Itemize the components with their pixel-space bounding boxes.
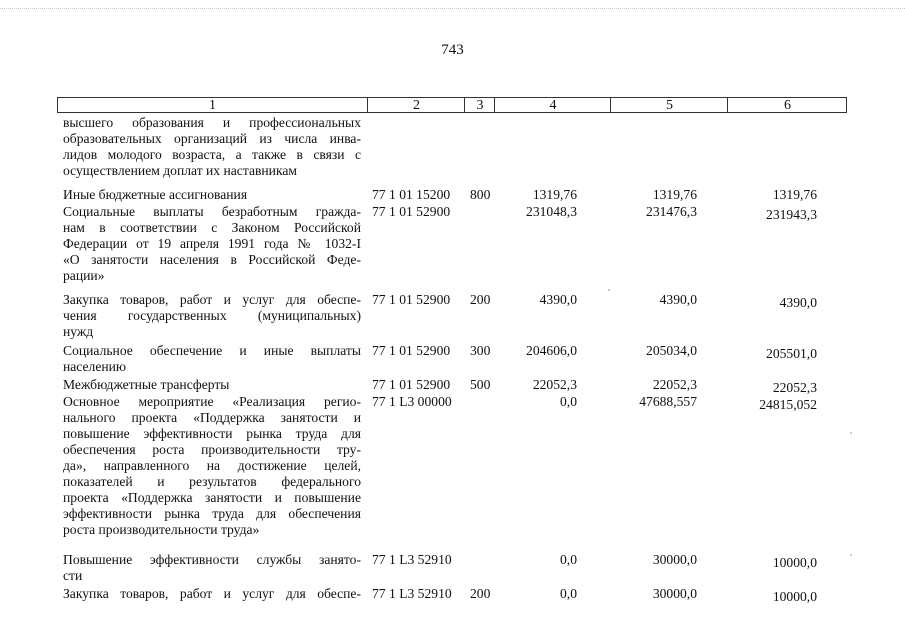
amount-col-6: 231943,3 bbox=[766, 207, 817, 222]
header-col-5: 5 bbox=[610, 98, 728, 112]
description-line: осуществлением доплат их наставникам bbox=[63, 163, 297, 178]
target-article-code: 77 1 01 15200 bbox=[372, 187, 451, 202]
amount-col-4: 204606,0 bbox=[526, 343, 577, 358]
amount-col-5: 1319,76 bbox=[652, 187, 697, 202]
row-description bbox=[63, 586, 361, 602]
description-line: Межбюджетные трансферты bbox=[63, 377, 230, 392]
description-line: нального проекта «Поддержка занятости и bbox=[63, 410, 361, 425]
row-description bbox=[63, 343, 361, 375]
description-line: Повышение эффективности службы занято- bbox=[63, 552, 361, 567]
row-description bbox=[63, 187, 361, 203]
description-line: нужд bbox=[63, 324, 94, 339]
amount-col-4: 0,0 bbox=[560, 586, 577, 601]
description-line: повышение эффективности рынка труда для bbox=[63, 426, 361, 441]
target-article-code: 77 1 01 52900 bbox=[372, 377, 451, 392]
header-col-2: 2 bbox=[367, 98, 465, 112]
row-description bbox=[63, 292, 361, 340]
amount-col-5: 4390,0 bbox=[659, 292, 697, 307]
description-line: проекта «Поддержка занятости и повышение bbox=[63, 490, 361, 505]
amount-col-6: 22052,3 bbox=[772, 380, 817, 395]
top-dotted-rule bbox=[0, 8, 905, 9]
description-line: Федерации от 19 апреля 1991 года № 1032-I bbox=[63, 236, 361, 251]
expense-type-code: 200 bbox=[470, 292, 491, 307]
table-header-row bbox=[57, 97, 847, 113]
scan-speck bbox=[608, 289, 610, 291]
expense-type-code: 200 bbox=[470, 586, 491, 601]
amount-col-5: 231476,3 bbox=[646, 204, 697, 219]
header-col-1: 1 bbox=[209, 98, 216, 113]
target-article-code: 77 1 01 52900 bbox=[372, 343, 451, 358]
description-line: Закупка товаров, работ и услуг для обеспе- bbox=[63, 586, 361, 601]
amount-col-4: 0,0 bbox=[560, 552, 577, 567]
header-col-6: 6 bbox=[727, 98, 847, 112]
amount-col-5: 30000,0 bbox=[652, 586, 697, 601]
description-line: населению bbox=[63, 359, 127, 374]
amount-col-4: 231048,3 bbox=[526, 204, 577, 219]
description-line: Иные бюджетные ассигнования bbox=[63, 187, 248, 202]
header-col-3: 3 bbox=[464, 98, 495, 112]
description-line: чения государственных (муниципальных) bbox=[63, 308, 361, 323]
amount-col-6: 10000,0 bbox=[772, 555, 817, 570]
description-line: лидов молодого возраста, а также в связи с bbox=[63, 147, 361, 162]
amount-col-4: 4390,0 bbox=[539, 292, 577, 307]
description-line: Социальные выплаты безработным гражда- bbox=[63, 204, 361, 219]
row-description bbox=[63, 394, 361, 538]
amount-col-5: 22052,3 bbox=[652, 377, 697, 392]
description-line: высшего образования и профессиональных bbox=[63, 115, 361, 130]
target-article-code: 77 1 L3 00000 bbox=[372, 394, 452, 409]
row-description bbox=[63, 377, 361, 393]
description-line: показателей и результатов федерального bbox=[63, 474, 361, 489]
row-description bbox=[63, 115, 361, 179]
row-description bbox=[63, 552, 361, 584]
target-article-code: 77 1 L3 52910 bbox=[372, 586, 452, 601]
amount-col-4: 22052,3 bbox=[532, 377, 577, 392]
scan-speck bbox=[850, 554, 852, 556]
amount-col-5: 205034,0 bbox=[646, 343, 697, 358]
expense-type-code: 500 bbox=[470, 377, 491, 392]
target-article-code: 77 1 L3 52910 bbox=[372, 552, 452, 567]
description-line: да», направленного на достижение целей, bbox=[63, 458, 361, 473]
scan-speck bbox=[850, 432, 852, 434]
amount-col-6: 205501,0 bbox=[766, 346, 817, 361]
description-line: роста производительности труда» bbox=[63, 522, 260, 537]
amount-col-6: 10000,0 bbox=[772, 589, 817, 604]
amount-col-6: 4390,0 bbox=[779, 295, 817, 310]
target-article-code: 77 1 01 52900 bbox=[372, 292, 451, 307]
description-line: эффективности рынка труда для обеспечения bbox=[63, 506, 361, 521]
amount-col-6: 1319,76 bbox=[772, 187, 817, 202]
amount-col-5: 30000,0 bbox=[652, 552, 697, 567]
row-description bbox=[63, 204, 361, 284]
amount-col-5: 47688,557 bbox=[639, 394, 697, 409]
description-line: образовательных организаций из числа инва- bbox=[63, 131, 361, 146]
amount-col-6: 24815,052 bbox=[759, 397, 817, 412]
page-number: 743 bbox=[441, 42, 464, 58]
description-line: нам в соответствии с Законом Российской bbox=[63, 220, 361, 235]
expense-type-code: 300 bbox=[470, 343, 491, 358]
target-article-code: 77 1 01 52900 bbox=[372, 204, 451, 219]
amount-col-4: 0,0 bbox=[560, 394, 577, 409]
description-line: рации» bbox=[63, 268, 105, 283]
description-line: Закупка товаров, работ и услуг для обеспе- bbox=[63, 292, 361, 307]
description-line: Социальное обеспечение и иные выплаты bbox=[63, 343, 361, 358]
expense-type-code: 800 bbox=[470, 187, 491, 202]
header-col-4: 4 bbox=[494, 98, 611, 112]
description-line: «О занятости населения в Российской Феде- bbox=[63, 252, 361, 267]
description-line: Основное мероприятие «Реализация регио- bbox=[63, 394, 361, 409]
description-line: обеспечения роста производительности тру- bbox=[63, 442, 361, 457]
amount-col-4: 1319,76 bbox=[532, 187, 577, 202]
description-line: сти bbox=[63, 568, 83, 583]
